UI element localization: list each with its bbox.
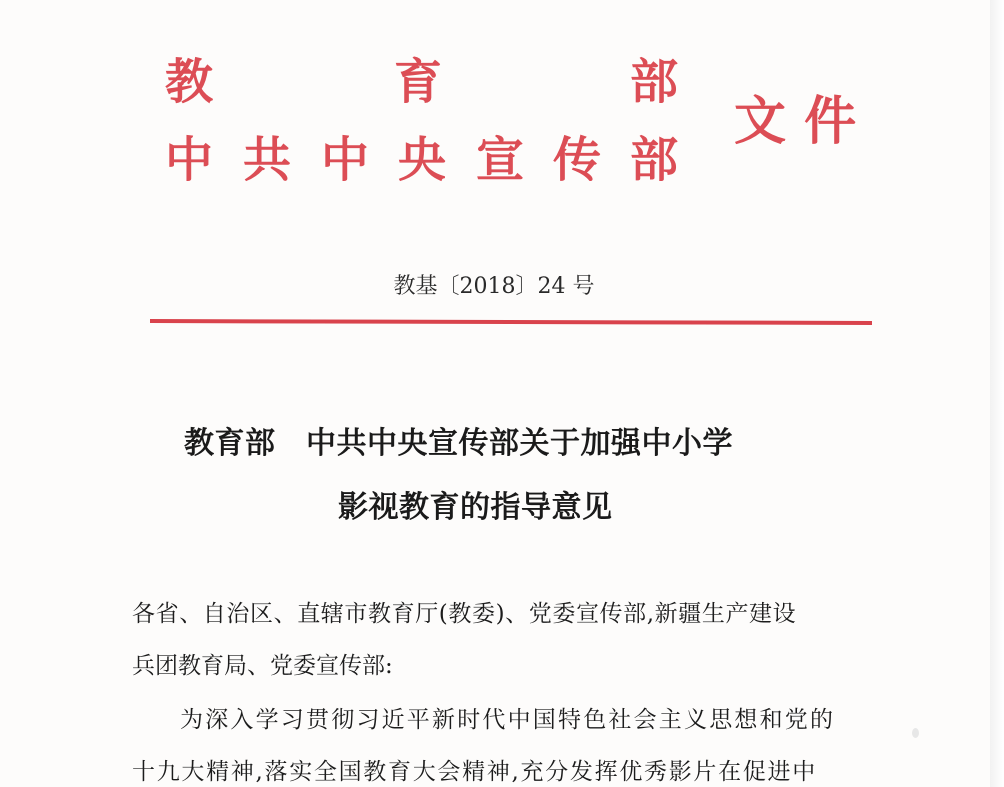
addressee-line1: 各省、自治区、直辖市教育厅(教委)、党委宣传部,新疆生产建设 [132,601,797,627]
masthead-char: 共 [243,132,292,188]
red-divider-line [150,319,872,325]
masthead-char: 央 [398,132,447,188]
masthead-char: 育 [394,54,443,110]
addressee-line2: 兵团教育局、党委宣传部: [132,653,393,679]
masthead-char: 部 [630,54,679,110]
masthead-char: 中 [321,132,370,188]
paragraph-line1: 为深入学习贯彻习近平新时代中国特色社会主义思想和党的 [180,707,836,733]
document-number-text: 教基〔2018〕24 号 [393,274,595,299]
document-title-line2: 影视教育的指导意见 [338,490,613,525]
document-title-line1: 教育部 中共中央宣传部关于加强中小学 [184,426,733,461]
masthead-char: 教 [165,54,214,110]
masthead-char: 传 [553,132,602,188]
masthead-char: 部 [630,132,679,188]
scan-mark [912,728,919,738]
masthead-suffix: 文 件 [734,92,857,152]
document-number [0,276,1004,298]
paragraph-line2: 十九大精神,落实全国教育大会精神,充分发挥优秀影片在促进中 [132,759,817,785]
masthead-char: 宣 [476,132,525,188]
masthead-char: 中 [165,132,214,188]
page-edge [990,0,1004,787]
